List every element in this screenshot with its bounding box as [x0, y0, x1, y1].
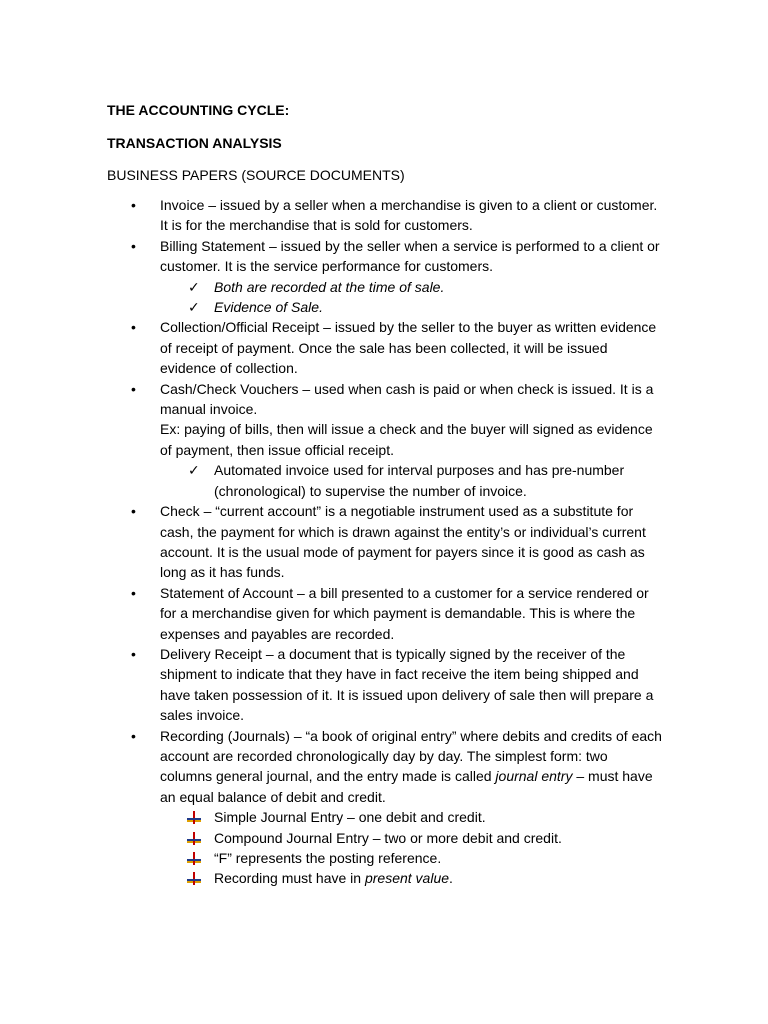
- list-item-text: Check – “current account” is a negotiable instrument used as a substitute for cash, the payment for which is drawn against the entity’s or individual’s current account. It is the usual mode of payment for payers since it is good as cash as long as it has funds.: [160, 503, 646, 581]
- cross-item-simple-journal: [0, 807, 662, 827]
- list-item-delivery-receipt: [0, 644, 662, 726]
- list-item-official-receipt: [0, 317, 662, 378]
- bullet-icon: •: [131, 645, 136, 662]
- list-item-text: Cash/Check Vouchers – used when cash is paid or when check is issued. It is a manual invoice.: [160, 380, 654, 418]
- list-item-text: Billing Statement – issued by the seller when a service is performed to a client or customer. It is the service performance for customers.: [160, 237, 660, 275]
- check-item-recorded-time: [0, 277, 662, 297]
- list-item-text: Recording (Journals) – “a book of original entry” where debits and credits of each account are recorded chronologically day by day. The simplest form: two columns general journal, and the entry made is called: [160, 727, 662, 785]
- list-item-text: Statement of Account – a bill presented to a customer for a service rendered or for a merchandise given for which payment is demandable. This is where the expenses and payables are recorded.: [160, 584, 649, 642]
- check-item-text: Evidence of Sale.: [214, 299, 323, 316]
- cross-item-text-end: .: [449, 870, 453, 887]
- cross-bullet-icon: [187, 852, 201, 865]
- list-item-vouchers: [0, 379, 662, 461]
- cross-bullet-icon: [187, 832, 201, 845]
- checkmark-icon: ✓: [188, 278, 200, 295]
- cross-bullet-icon: [187, 811, 201, 824]
- list-item-check: [0, 501, 662, 583]
- list-item-text-end: – must have an equal balance of debit and credit.: [160, 768, 653, 805]
- checkmark-icon: ✓: [188, 299, 200, 316]
- emphasis-journal-entry: journal entry: [495, 768, 573, 785]
- bullet-icon: •: [131, 727, 136, 744]
- check-item-evidence-of-sale: [0, 297, 662, 317]
- list-item-statement-of-account: [0, 583, 662, 644]
- list-item-text: Collection/Official Receipt – issued by the seller to the buyer as written evidence of receipt of payment. Once the sale has been collected, it will be issued evidence of collection.: [160, 319, 657, 377]
- check-item-text: Automated invoice used for interval purposes and has pre-number (chronological) to supervise the number of invoice.: [214, 462, 625, 499]
- bullet-icon: •: [131, 319, 136, 336]
- list-item-text: Delivery Receipt – a document that is typically signed by the receiver of the shipment to indicate that they have in fact receive the item being shipped and have taken possession of it. It is issued upon delivery of sale then will prepare a sales invoice.: [160, 645, 654, 724]
- bullet-icon: •: [131, 380, 136, 397]
- document-title: THE ACCOUNTING CYCLE:: [107, 102, 290, 118]
- cross-item-text: Compound Journal Entry – two or more debit and credit.: [214, 829, 562, 846]
- cross-item-posting-reference: [0, 848, 662, 868]
- list-item-recording-journals: [0, 726, 662, 808]
- section-heading: TRANSACTION ANALYSIS: [107, 135, 282, 151]
- bullet-icon: •: [131, 584, 136, 601]
- list-item-billing-statement: [0, 236, 662, 277]
- checkmark-icon: ✓: [188, 462, 200, 479]
- cross-item-present-value: [0, 868, 662, 888]
- list-item-invoice: [0, 195, 662, 236]
- source-documents-list: [0, 195, 768, 889]
- bullet-icon: •: [131, 503, 136, 520]
- bullet-icon: •: [131, 197, 136, 213]
- cross-item-text: Simple Journal Entry – one debit and credit.: [214, 809, 486, 826]
- bullet-icon: •: [131, 237, 136, 254]
- list-item-example: Ex: paying of bills, then will issue a check and the buyer will signed as evidence of payment, then issue official receipt.: [160, 421, 653, 458]
- emphasis-present-value: present value: [364, 870, 450, 887]
- cross-bullet-icon: [187, 872, 201, 885]
- list-item-text: Invoice – issued by a seller when a merchandise is given to a client or customer. It is for the merchandise that is sold for customers.: [160, 197, 658, 234]
- cross-item-text: “F” represents the posting reference.: [214, 850, 442, 866]
- cross-item-text: Recording must have in: [214, 870, 365, 887]
- cross-item-compound-journal: [0, 828, 662, 848]
- subsection-heading: BUSINESS PAPERS (SOURCE DOCUMENTS): [107, 167, 405, 183]
- check-item-text: Both are recorded at the time of sale.: [214, 278, 445, 295]
- check-item-automated-invoice: [0, 460, 662, 501]
